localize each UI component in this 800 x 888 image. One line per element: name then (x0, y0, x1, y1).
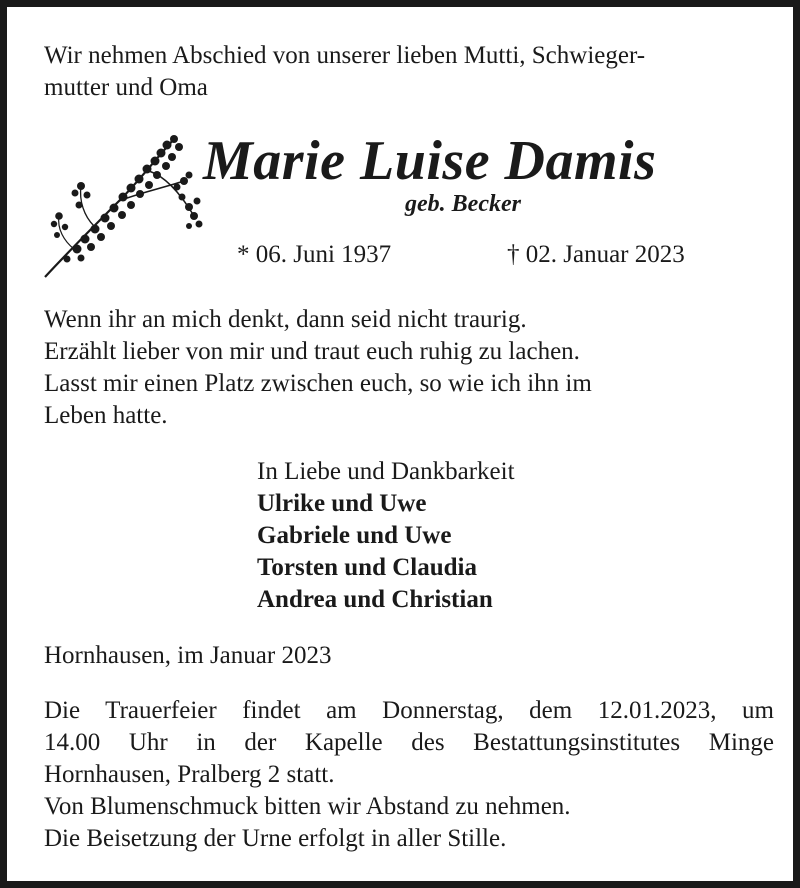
closing-phrase: In Liebe und Dankbarkeit (257, 458, 515, 485)
funeral-line: 14.00 Uhr in der Kapelle des Bestattungsinstitutes Minge (44, 729, 774, 756)
poem-line: Wenn ihr an mich denkt, dann seid nicht traurig. (44, 306, 527, 333)
deceased-name: Marie Luise Damis (203, 130, 657, 192)
maiden-name: geb. Becker (405, 191, 521, 217)
funeral-line: Die Trauerfeier findet am Donnerstag, dem 12.01.2023, um (44, 697, 774, 724)
mourner-name: Andrea und Christian (257, 586, 493, 613)
mourner-name: Torsten und Claudia (257, 554, 477, 581)
funeral-info (44, 695, 774, 855)
mourner-name: Gabriele und Uwe (257, 522, 452, 549)
intro-line-1: Wir nehmen Abschied von unserer lieben Mutti, Schwieger- (44, 42, 646, 69)
poem (44, 304, 764, 432)
funeral-line: Hornhausen, Pralberg 2 statt. (44, 761, 335, 788)
birth-date: * 06. Juni 1937 (237, 241, 392, 268)
mourner-name: Ulrike und Uwe (257, 490, 427, 517)
signers-block (257, 456, 515, 616)
poem-line: Leben hatte. (44, 402, 168, 429)
place-date: Hornhausen, im Januar 2023 (44, 642, 332, 669)
funeral-line: Von Blumenschmuck bitten wir Abstand zu nehmen. (44, 793, 571, 820)
poem-line: Lasst mir einen Platz zwischen euch, so wie ich ihn im (44, 370, 592, 397)
funeral-line: Die Beisetzung der Urne erfolgt in aller Stille. (44, 825, 507, 852)
death-date: † 02. Januar 2023 (507, 241, 685, 268)
intro-line-2: mutter und Oma (44, 74, 208, 101)
ivy-branch-icon (39, 131, 209, 281)
poem-line: Erzählt lieber von mir und traut euch ruhig zu lachen. (44, 338, 580, 365)
